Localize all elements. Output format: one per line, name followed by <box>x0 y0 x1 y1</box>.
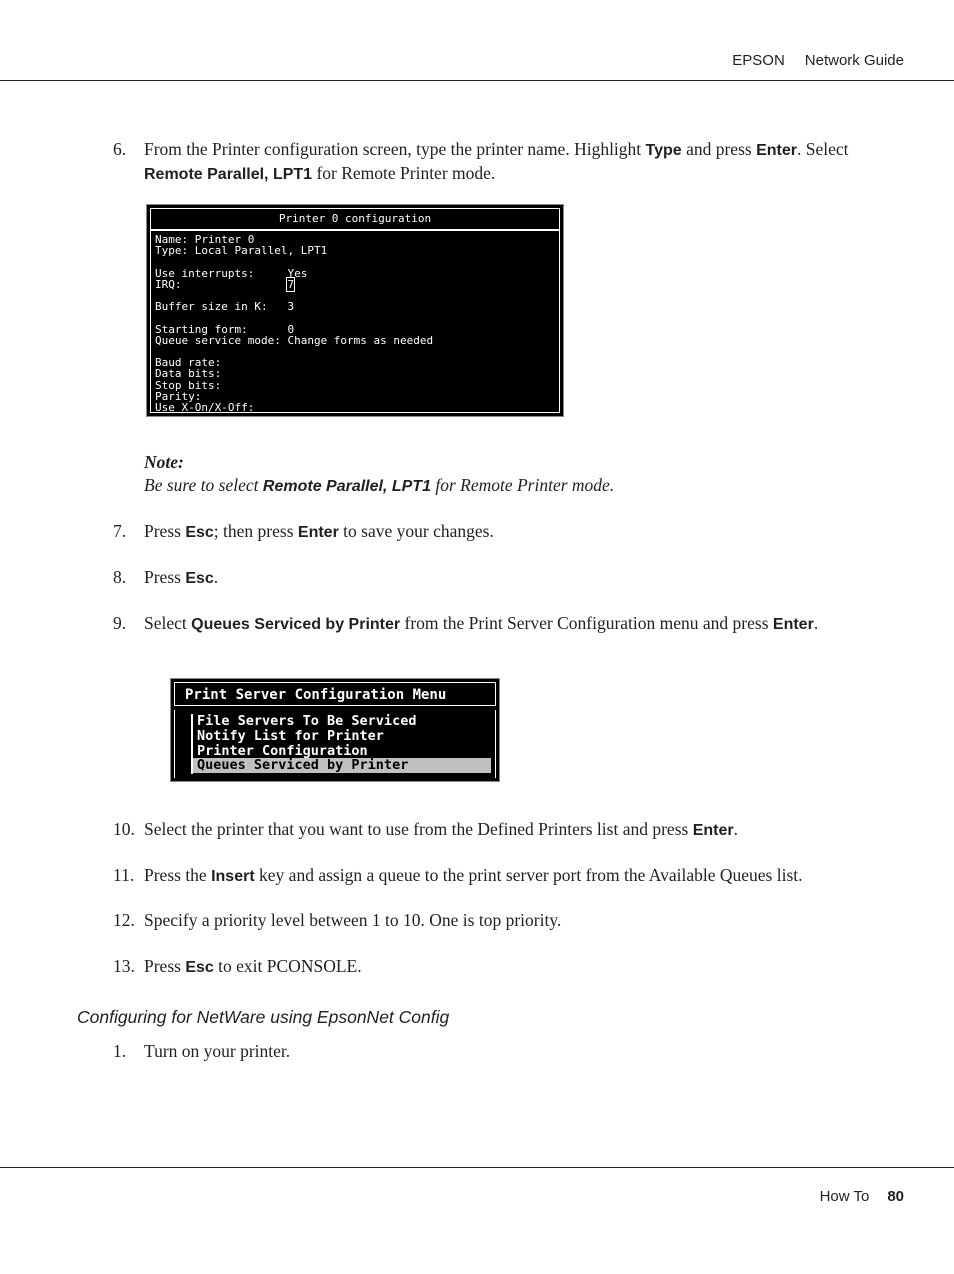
step-6 <box>113 138 903 186</box>
step-text: Turn on your printer. <box>144 1041 291 1061</box>
step-7 <box>113 520 903 544</box>
irq-value: 7 <box>287 277 295 291</box>
header-rule <box>0 80 954 81</box>
step-8 <box>113 566 903 590</box>
step-number: 7. <box>113 521 127 541</box>
page-number: 80 <box>887 1188 904 1205</box>
menu-item-notify-list[interactable]: Notify List for Printer <box>197 727 384 744</box>
step-12 <box>113 909 903 932</box>
step-number: 13. <box>113 956 135 976</box>
console-lines: Name: Printer 0 Type: Local Parallel, LPT1 Use interrupts: Yes IRQ: 7 Buffer size in K: 3 Starting form: 0 Queue service mode: Change forms as needed Baud rate: Data bits: Stop bits: Parity: Use X-On/X-Off: <box>155 233 434 415</box>
step-text: Specify a priority level between 1 to 10. One is top priority. <box>144 910 562 930</box>
step-text: From the Printer configuration screen, type the printer name. Highlight Type and press Enter. Select Remote Parallel, LPT1 for Remote Printer mode. <box>144 139 849 183</box>
step-text: Press Esc; then press Enter to save your changes. <box>144 521 494 541</box>
menu-list <box>191 714 491 774</box>
step-11 <box>113 864 903 888</box>
step-number: 11. <box>113 865 135 885</box>
note-box <box>144 451 904 498</box>
menu-item-queues-serviced[interactable]: Queues Serviced by Printer <box>193 758 491 773</box>
step-text: Select the printer that you want to use from the Defined Printers list and press Enter. <box>144 819 738 839</box>
step-number: 8. <box>113 567 127 587</box>
step-text: Press Esc. <box>144 567 219 587</box>
note-title: Note: <box>144 452 184 472</box>
menu-panel <box>174 710 496 778</box>
header-brand: EPSON <box>732 52 785 69</box>
step-text: Press Esc to exit PCONSOLE. <box>144 956 362 976</box>
console-panel <box>150 230 560 413</box>
step-13 <box>113 955 903 979</box>
sub-step-1 <box>113 1040 903 1063</box>
print-server-menu-screenshot <box>170 678 500 782</box>
step-text: Select Queues Serviced by Printer from the Print Server Configuration menu and press Enter. <box>144 613 819 633</box>
footer-rule <box>0 1167 954 1168</box>
note-text: Be sure to select Remote Parallel, LPT1 for Remote Printer mode. <box>144 475 615 495</box>
menu-title: Print Server Configuration Menu <box>174 682 496 706</box>
step-number: 9. <box>113 613 127 633</box>
irq-line: IRQ: 7 <box>155 277 295 291</box>
step-10 <box>113 818 903 842</box>
step-text: Press the Insert key and assign a queue to the print server port from the Available Queues list. <box>144 865 803 885</box>
step-number: 6. <box>113 139 127 159</box>
section-subheading: Configuring for NetWare using EpsonNet Config <box>77 1007 450 1027</box>
step-number: 10. <box>113 819 135 839</box>
step-number: 1. <box>113 1041 127 1061</box>
console-title: Printer 0 configuration <box>150 208 560 230</box>
step-number: 12. <box>113 910 135 930</box>
menu-item-printer-configuration[interactable]: Printer Configuration <box>197 742 368 759</box>
step-9 <box>113 612 903 636</box>
running-header <box>732 52 904 69</box>
running-footer <box>820 1188 904 1205</box>
menu-item-file-servers[interactable]: File Servers To Be Serviced <box>197 713 417 729</box>
printer-config-screenshot <box>146 204 564 417</box>
footer-section: How To <box>819 1188 870 1205</box>
header-doc-title: Network Guide <box>804 52 904 69</box>
